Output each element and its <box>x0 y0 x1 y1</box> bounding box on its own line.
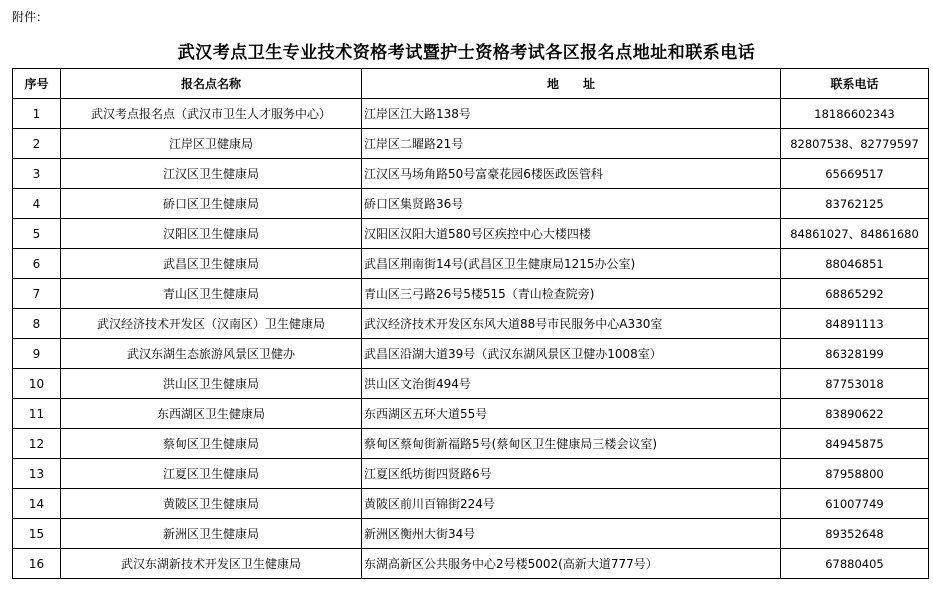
table-row <box>13 489 929 519</box>
row-number: 3 <box>13 159 61 189</box>
row-number: 15 <box>13 519 61 549</box>
table-row <box>13 399 929 429</box>
site-address: 汉阳区汉阳大道580号区疾控中心大楼四楼 <box>362 219 781 249</box>
row-number: 4 <box>13 189 61 219</box>
site-address: 新洲区衡州大街34号 <box>362 519 781 549</box>
site-phone: 83762125 <box>781 189 929 219</box>
site-address: 黄陂区前川百锦街224号 <box>362 489 781 519</box>
table-row <box>13 249 929 279</box>
row-number: 7 <box>13 279 61 309</box>
site-phone: 84891113 <box>781 309 929 339</box>
site-name: 江汉区卫生健康局 <box>61 159 362 189</box>
site-name: 黄陂区卫生健康局 <box>61 489 362 519</box>
site-phone: 65669517 <box>781 159 929 189</box>
site-name: 青山区卫生健康局 <box>61 279 362 309</box>
table-header-row <box>13 69 929 99</box>
header-phone: 联系电话 <box>781 69 929 99</box>
row-number: 12 <box>13 429 61 459</box>
header-address: 地 址 <box>362 69 781 99</box>
site-name: 蔡甸区卫生健康局 <box>61 429 362 459</box>
site-phone: 87958800 <box>781 459 929 489</box>
row-number: 13 <box>13 459 61 489</box>
table-row <box>13 309 929 339</box>
site-name: 武汉东湖新技术开发区卫生健康局 <box>61 549 362 579</box>
site-phone: 86328199 <box>781 339 929 369</box>
row-number: 9 <box>13 339 61 369</box>
site-phone: 87753018 <box>781 369 929 399</box>
table-row <box>13 549 929 579</box>
site-address: 武汉经济技术开发区东风大道88号市民服务中心A330室 <box>362 309 781 339</box>
site-phone: 84861027、84861680 <box>781 219 929 249</box>
row-number: 1 <box>13 99 61 129</box>
header-no: 序号 <box>13 69 61 99</box>
site-name: 武汉考点报名点（武汉市卫生人才服务中心） <box>61 99 362 129</box>
site-name: 东西湖区卫生健康局 <box>61 399 362 429</box>
site-phone: 82807538、82779597 <box>781 129 929 159</box>
site-name: 洪山区卫生健康局 <box>61 369 362 399</box>
row-number: 8 <box>13 309 61 339</box>
row-number: 5 <box>13 219 61 249</box>
site-address: 江汉区马场角路50号富豪花园6楼医政医管科 <box>362 159 781 189</box>
registration-table <box>12 68 929 579</box>
site-phone: 67880405 <box>781 549 929 579</box>
site-phone: 61007749 <box>781 489 929 519</box>
row-number: 6 <box>13 249 61 279</box>
document-title: 武汉考点卫生专业技术资格考试暨护士资格考试各区报名点地址和联系电话 <box>177 43 756 63</box>
site-address: 东西湖区五环大道55号 <box>362 399 781 429</box>
site-address: 江夏区纸坊街四贤路6号 <box>362 459 781 489</box>
table-row <box>13 99 929 129</box>
row-number: 11 <box>13 399 61 429</box>
site-phone: 68865292 <box>781 279 929 309</box>
table-row <box>13 159 929 189</box>
site-name: 硚口区卫生健康局 <box>61 189 362 219</box>
attachment-label: 附件： <box>12 10 49 24</box>
row-number: 2 <box>13 129 61 159</box>
table-body <box>13 99 929 579</box>
header-name: 报名点名称 <box>61 69 362 99</box>
site-phone: 18186602343 <box>781 99 929 129</box>
site-name: 江夏区卫生健康局 <box>61 459 362 489</box>
table-row <box>13 219 929 249</box>
site-address: 武昌区沿湖大道39号（武汉东湖风景区卫健办1008室） <box>362 339 781 369</box>
table-row <box>13 369 929 399</box>
table-row <box>13 279 929 309</box>
site-address: 武昌区荆南街14号(武昌区卫生健康局1215办公室) <box>362 249 781 279</box>
table-row <box>13 429 929 459</box>
site-address: 江岸区二曜路21号 <box>362 129 781 159</box>
site-address: 蔡甸区蔡甸街新福路5号(蔡甸区卫生健康局三楼会议室) <box>362 429 781 459</box>
site-phone: 89352648 <box>781 519 929 549</box>
site-address: 洪山区文治街494号 <box>362 369 781 399</box>
site-phone: 84945875 <box>781 429 929 459</box>
site-name: 武昌区卫生健康局 <box>61 249 362 279</box>
site-address: 硚口区集贤路36号 <box>362 189 781 219</box>
site-name: 武汉经济技术开发区（汉南区）卫生健康局 <box>61 309 362 339</box>
site-name: 江岸区卫健康局 <box>61 129 362 159</box>
row-number: 16 <box>13 549 61 579</box>
row-number: 10 <box>13 369 61 399</box>
table-row <box>13 189 929 219</box>
site-phone: 88046851 <box>781 249 929 279</box>
site-address: 青山区三弓路26号5楼515（青山检查院旁) <box>362 279 781 309</box>
site-name: 汉阳区卫生健康局 <box>61 219 362 249</box>
site-address: 江岸区江大路138号 <box>362 99 781 129</box>
site-name: 新洲区卫生健康局 <box>61 519 362 549</box>
table-row <box>13 459 929 489</box>
table-row <box>13 129 929 159</box>
row-number: 14 <box>13 489 61 519</box>
site-name: 武汉东湖生态旅游风景区卫健办 <box>61 339 362 369</box>
table-row <box>13 519 929 549</box>
table-row <box>13 339 929 369</box>
site-phone: 83890622 <box>781 399 929 429</box>
site-address: 东湖高新区公共服务中心2号楼5002(高新大道777号） <box>362 549 781 579</box>
